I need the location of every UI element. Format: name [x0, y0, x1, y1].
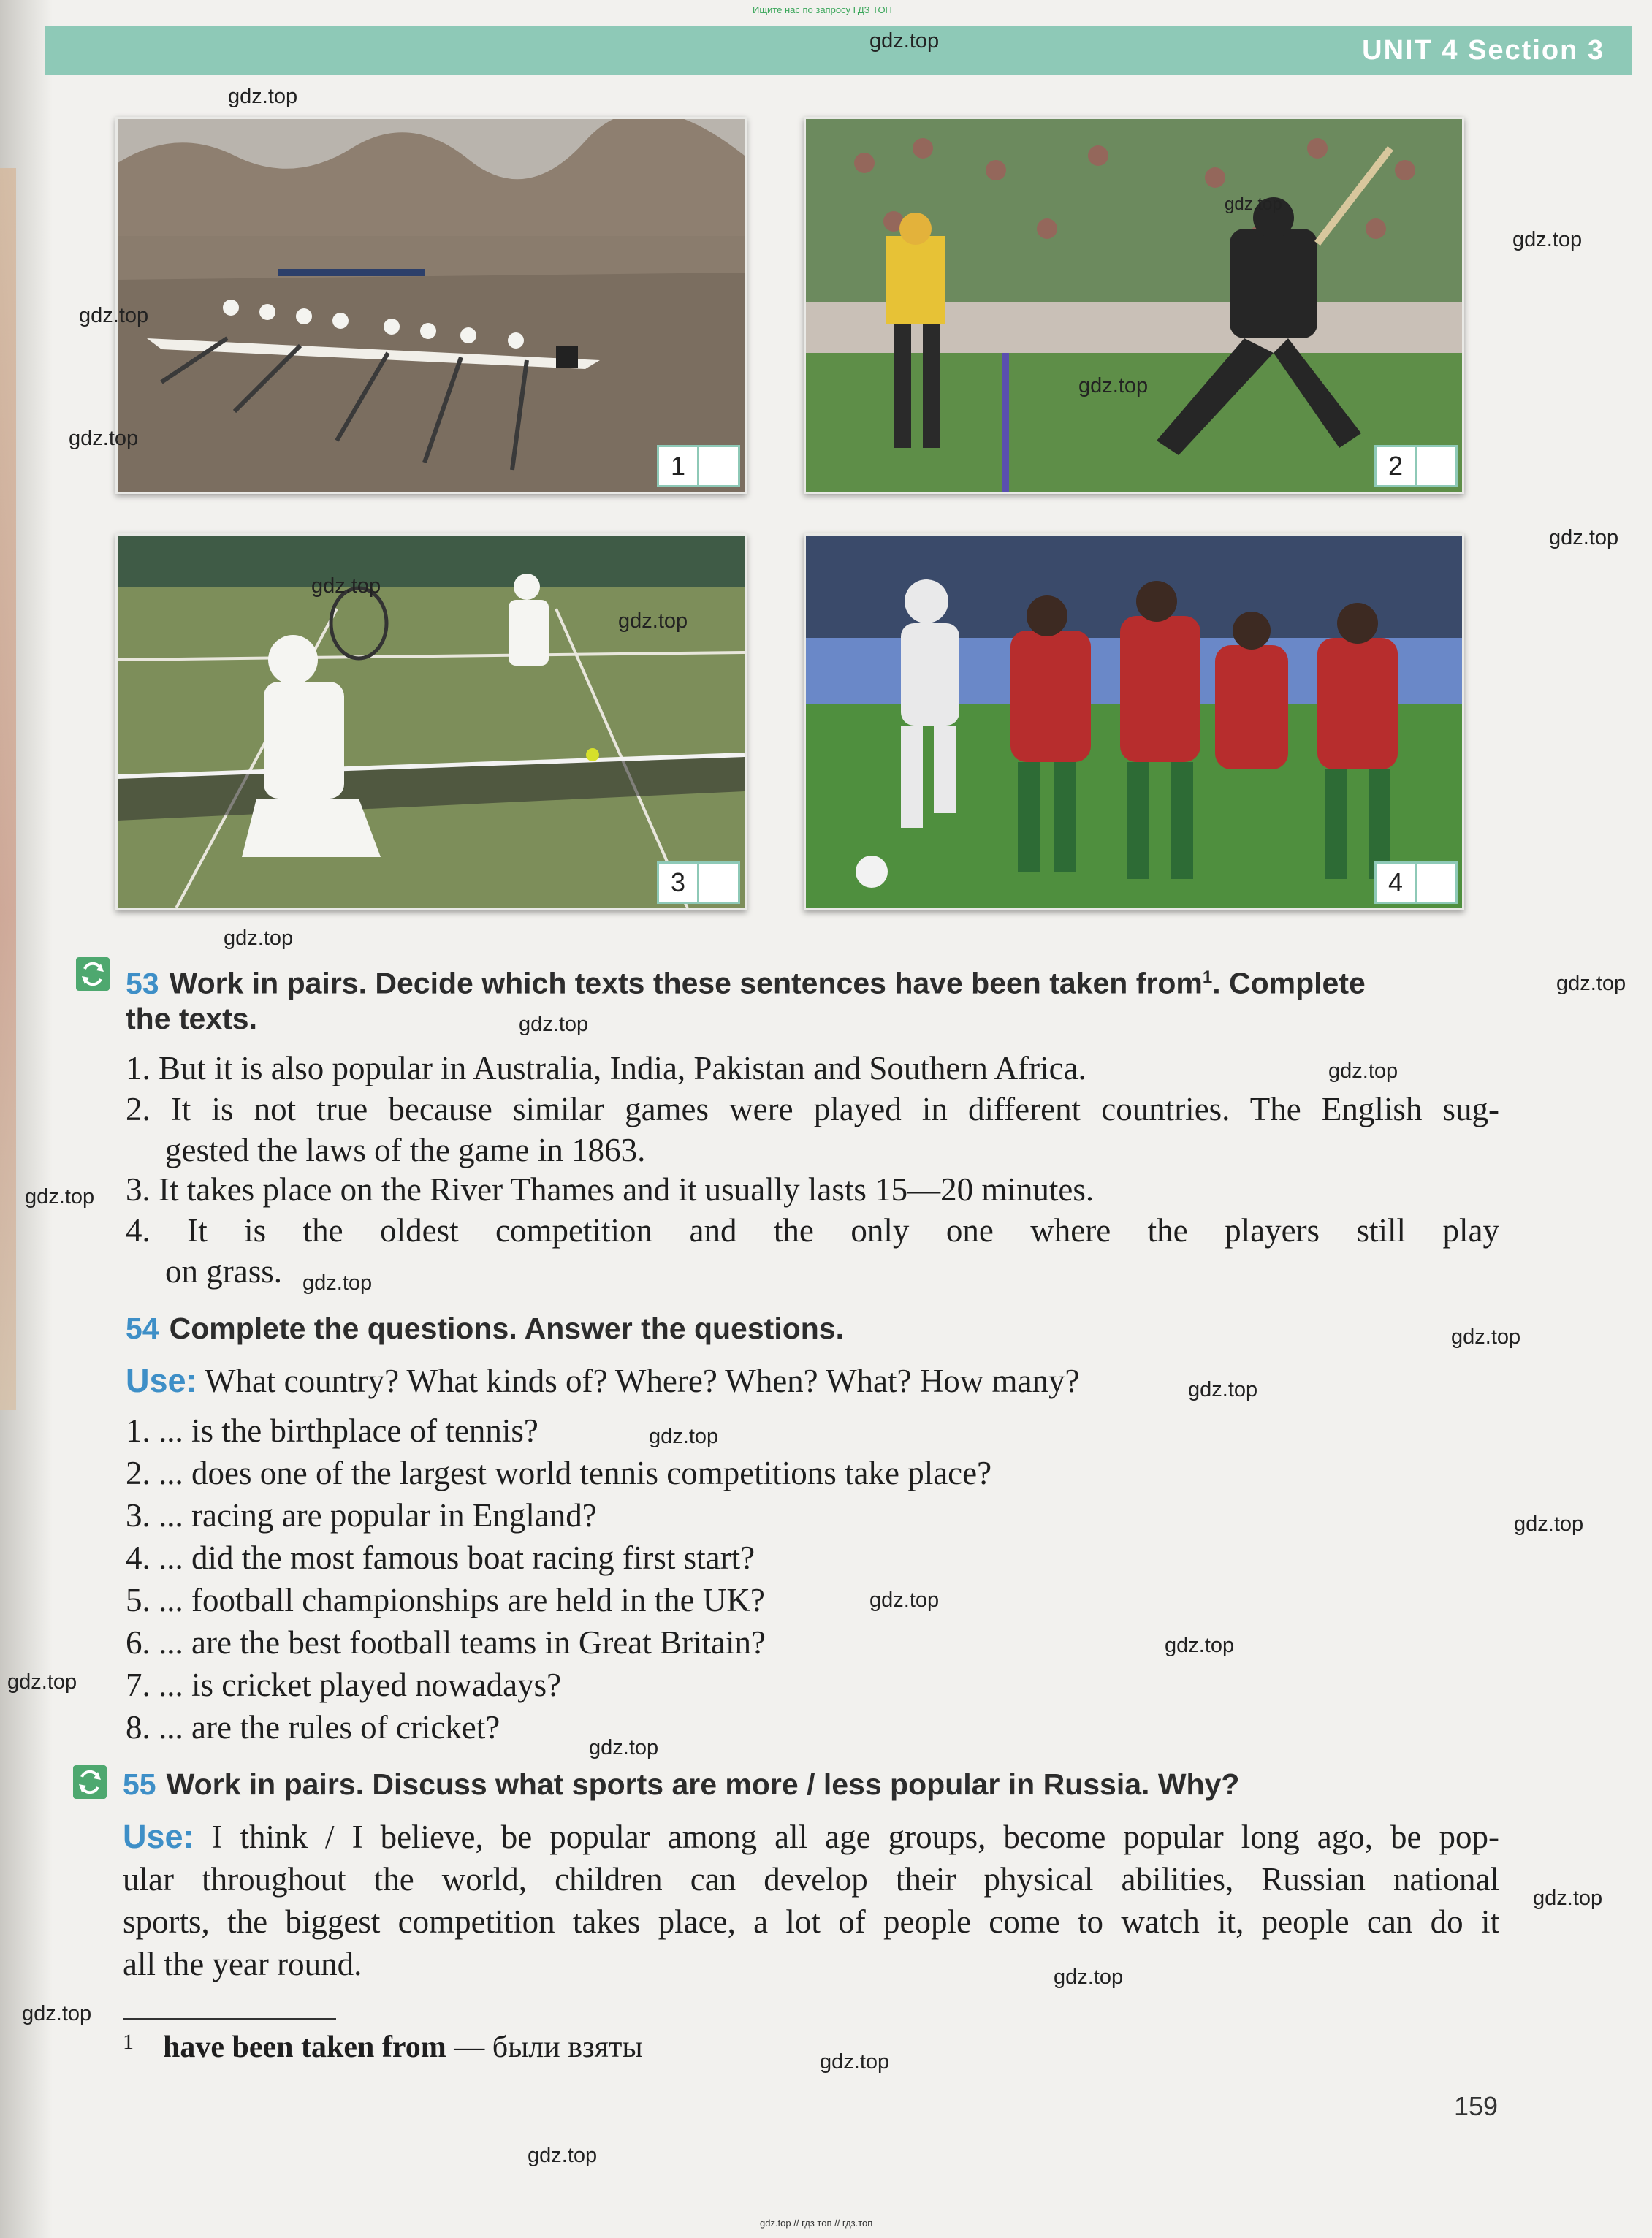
watermark: gdz.top [22, 2002, 92, 2025]
tennis-illustration [118, 536, 745, 908]
ex54-question-5: 5. ... football championships are held in the UK? [126, 1582, 765, 1618]
answer-box[interactable] [1417, 864, 1455, 902]
footnote-divider [123, 2018, 336, 2020]
ex54-use-line [126, 1360, 1514, 1401]
answer-box[interactable] [699, 864, 738, 902]
ex55-use-line-2: ular throughout the world, children can develop their physical abilities, Russian national [123, 1861, 1499, 1898]
watermark: gdz.top [302, 1271, 373, 1295]
exercise-53-title-text: Work in pairs. Decide which texts these sentences have been taken from [169, 966, 1203, 1000]
watermark: gdz.top [820, 2050, 890, 2074]
photo-number: 1 [659, 447, 699, 485]
watermark: gdz.top [1165, 1634, 1235, 1657]
watermark: gdz.top [69, 427, 139, 450]
photo-number: 4 [1377, 864, 1417, 902]
watermark: gdz.top [618, 609, 688, 633]
watermark: gdz.top [1514, 1512, 1584, 1536]
footnote-marker: 1 [1202, 967, 1213, 987]
watermark: gdz.top [224, 926, 294, 950]
photo-number-box [657, 445, 740, 487]
use-label: Use: [126, 1362, 197, 1399]
photo-number: 2 [1377, 447, 1417, 485]
football-illustration [806, 536, 1462, 908]
pair-work-icon [76, 957, 110, 991]
ex53-sentence-2-cont: gested the laws of the game in 1863. [165, 1132, 646, 1168]
pair-work-icon [73, 1765, 107, 1799]
watermark: gdz.top [869, 29, 940, 53]
ex54-question-4: 4. ... did the most famous boat racing first start? [126, 1539, 755, 1576]
ex53-sentence-3: 3. It takes place on the River Thames and it usually lasts 15—20 minutes. [126, 1171, 1095, 1208]
exercise-number: 55 [123, 1767, 156, 1801]
bottom-note: gdz.top // гдз топ // гдз.топ [760, 2218, 873, 2229]
photo-rowing [115, 117, 747, 494]
watermark: gdz.top [649, 1425, 719, 1448]
exercise-53-title-line2: the texts. [126, 1002, 257, 1035]
top-note: Ищите нас по запросу ГДЗ ТОП [753, 4, 892, 15]
watermark: gdz.top [79, 304, 149, 327]
footnote [123, 2030, 643, 2065]
ex54-question-7: 7. ... is cricket played nowadays? [126, 1667, 562, 1703]
watermark: gdz.top [1188, 1378, 1258, 1401]
answer-box[interactable] [699, 447, 738, 485]
exercise-number: 53 [126, 966, 159, 1000]
ex53-sentence-1: 1. But it is also popular in Australia, India, Pakistan and Southern Africa. [126, 1050, 1086, 1086]
ex54-question-8: 8. ... are the rules of cricket? [126, 1709, 500, 1746]
unit-section-label: UNIT 4 Section 3 [1362, 35, 1605, 66]
watermark: gdz.top [1078, 374, 1149, 397]
cricket-illustration [806, 119, 1462, 492]
watermark: gdz.top [25, 1185, 95, 1209]
use-label: Use: [123, 1818, 194, 1855]
ex55-use-line-1 [123, 1816, 1499, 1857]
watermark: gdz.top [589, 1736, 659, 1759]
ex54-question-3: 3. ... racing are popular in England? [126, 1497, 597, 1534]
page-number: 159 [1454, 2091, 1499, 2121]
watermark: gdz.top [528, 2144, 598, 2167]
watermark: gdz.top [519, 1013, 589, 1036]
exercise-54-title-text: Complete the questions. Answer the questions. [169, 1312, 844, 1345]
spine-color-band [0, 168, 16, 1410]
ex54-question-1: 1. ... is the birthplace of tennis? [126, 1412, 538, 1449]
ex55-use-line-4: all the year round. [123, 1946, 362, 1982]
photo-tennis [115, 533, 747, 910]
ex53-sentence-2: 2. It is not true because similar games were played in different countries. The English sug- [126, 1091, 1499, 1127]
exercise-number: 54 [126, 1312, 159, 1345]
ex53-sentence-4: 4. It is the oldest competition and the only one where the players still play [126, 1212, 1499, 1249]
watermark: gdz.top [1451, 1325, 1521, 1349]
photo-number-box [1374, 861, 1458, 904]
watermark: gdz.top [1512, 228, 1583, 251]
watermark: gdz.top [1533, 1887, 1603, 1910]
watermark: gdz.top [311, 574, 381, 598]
footnote-marker: 1 [123, 2030, 134, 2054]
unit-header-bar [45, 26, 1632, 75]
watermark: gdz.top [1328, 1059, 1398, 1083]
exercise-53-title [126, 957, 1366, 1004]
ex53-sentence-4-cont: on grass. [165, 1253, 282, 1290]
ex54-question-2: 2. ... does one of the largest world tennis competitions take place? [126, 1455, 992, 1491]
exercise-55-title [123, 1764, 1239, 1805]
ex54-question-6: 6. ... are the best football teams in Great Britain? [126, 1624, 766, 1661]
photo-number: 3 [659, 864, 699, 902]
use-text: I think / I believe, be popular among all age groups, become popular long ago, be pop- [194, 1819, 1499, 1855]
exercise-55-title-text: Work in pairs. Discuss what sports are more / less popular in Russia. Why? [166, 1767, 1240, 1801]
photo-cricket [804, 117, 1464, 494]
exercise-53-title-end: . Complete [1212, 966, 1366, 1000]
exercise-54-title [126, 1308, 844, 1349]
answer-box[interactable] [1417, 447, 1455, 485]
use-text: What country? What kinds of? Where? When? What? How many? [197, 1363, 1080, 1399]
watermark: gdz.top [228, 85, 298, 108]
watermark: gdz.top [1556, 972, 1626, 995]
photo-number-box [1374, 445, 1458, 487]
watermark: gdz.top [869, 1588, 940, 1612]
footnote-term: have been taken from [163, 2030, 446, 2064]
watermark: gdz.top [7, 1670, 77, 1694]
watermark: gdz.top [1225, 194, 1282, 214]
photo-number-box [657, 861, 740, 904]
rowing-illustration [118, 119, 745, 492]
watermark: gdz.top [1549, 526, 1619, 549]
photo-football [804, 533, 1464, 910]
footnote-translation: — были взяты [446, 2030, 643, 2064]
ex55-use-line-3: sports, the biggest competition takes place, a lot of people come to watch it, people can do it [123, 1903, 1499, 1940]
watermark: gdz.top [1054, 1965, 1124, 1989]
